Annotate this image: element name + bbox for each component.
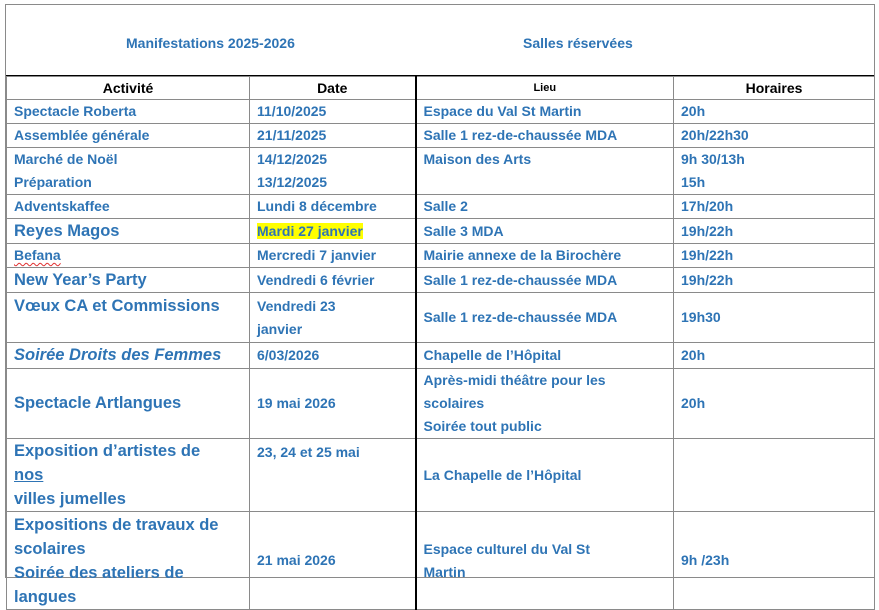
time-cell: 19h/22h	[674, 219, 875, 244]
table-row	[7, 195, 875, 219]
date-cell: Mercredi 7 janvier	[250, 244, 416, 268]
date-cell	[250, 219, 416, 244]
time-line: 9h 30/13h	[681, 151, 745, 167]
table-row	[7, 512, 875, 610]
activity-line	[14, 463, 242, 511]
activity-cell: Adventskaffee	[7, 195, 250, 219]
date-cell: 23, 24 et 25 mai	[250, 439, 416, 512]
underlined-word: nos	[14, 466, 44, 484]
date-cell: 21/11/2025	[250, 124, 416, 148]
highlighted-date: Mardi 27 janvier	[257, 222, 363, 239]
venue-cell: Salle 1 rez-de-chaussée MDA	[416, 124, 674, 148]
activity-cell	[7, 148, 250, 195]
date-cell	[250, 148, 416, 195]
venue-line: Après-midi théâtre pour les	[423, 372, 606, 388]
venue-cell: Salle 3 MDA	[416, 219, 674, 244]
activity-cell: Assemblée générale	[7, 124, 250, 148]
table-row	[7, 369, 875, 439]
time-cell	[674, 439, 875, 512]
table-row	[7, 100, 875, 124]
activity-line: Expositions de travaux de	[14, 515, 219, 534]
activity-line: Marché de Noël	[14, 151, 118, 167]
activity-line: Soirée des ateliers de	[14, 563, 184, 582]
activity-line: scolaires	[14, 539, 86, 558]
date-line: 14/12/2025	[257, 151, 328, 167]
events-title: Manifestations 2025-2026	[126, 35, 295, 51]
date-cell: 6/03/2026	[250, 343, 416, 369]
activity-line: langues	[14, 587, 77, 606]
table-row	[7, 439, 875, 512]
table-row	[7, 343, 875, 369]
venue-cell: Mairie annexe de la Birochère	[416, 244, 674, 268]
time-cell: 20h	[674, 369, 875, 439]
date-line: 13/12/2025	[257, 174, 328, 190]
activity-line: Exposition d’artistes de	[14, 442, 201, 460]
venue-cell	[416, 512, 674, 610]
venue-cell: La Chapelle de l’Hôpital	[416, 439, 674, 512]
time-cell: 9h /23h	[674, 512, 875, 610]
time-cell	[674, 148, 875, 195]
time-cell: 20h	[674, 343, 875, 369]
table-header-row	[7, 77, 875, 100]
activity-cell	[7, 439, 250, 512]
column-header-horaires: Horaires	[674, 77, 875, 100]
venue-line: Martin	[423, 563, 466, 580]
venue-cell	[416, 369, 674, 439]
activity-line: Préparation	[14, 174, 92, 190]
time-cell: 20h	[674, 100, 875, 124]
venue-line: Espace culturel du Val St	[423, 540, 591, 557]
venue-cell: Maison des Arts	[416, 148, 674, 195]
venue-cell: Salle 2	[416, 195, 674, 219]
time-cell: 19h/22h	[674, 244, 875, 268]
table-row	[7, 244, 875, 268]
column-header-activite: Activité	[7, 77, 250, 100]
table-row	[7, 219, 875, 244]
time-line: 15h	[681, 174, 706, 190]
date-cell: Lundi 8 décembre	[250, 195, 416, 219]
date-cell: Vendredi 6 février	[250, 268, 416, 293]
column-header-date: Date	[250, 77, 416, 100]
venue-cell: Espace du Val St Martin	[416, 100, 674, 124]
time-cell: 19h30	[674, 293, 875, 343]
venue-line: Soirée tout public	[423, 418, 542, 434]
activity-cell: New Year’s Party	[7, 268, 250, 293]
date-cell	[250, 293, 416, 343]
events-table	[6, 76, 875, 610]
activity-cell	[7, 244, 250, 268]
activity-cell: Vœux CA et Commissions	[7, 293, 250, 343]
activity-cell: Spectacle Artlangues	[7, 369, 250, 439]
date-cell: 19 mai 2026	[250, 369, 416, 439]
document-header	[6, 5, 874, 76]
date-cell: 11/10/2025	[250, 100, 416, 124]
time-cell: 19h/22h	[674, 268, 875, 293]
venue-cell: Salle 1 rez-de-chaussée MDA	[416, 268, 674, 293]
spellcheck-word: Befana	[14, 247, 61, 263]
table-row	[7, 124, 875, 148]
rooms-title: Salles réservées	[523, 35, 633, 51]
date-line: janvier	[257, 320, 303, 337]
venue-line: scolaires	[423, 395, 485, 411]
activity-cell: Spectacle Roberta	[7, 100, 250, 124]
events-document	[5, 4, 875, 606]
activity-line-rest: villes jumelles	[14, 490, 126, 508]
venue-cell: Salle 1 rez-de-chaussée MDA	[416, 293, 674, 343]
table-row	[7, 268, 875, 293]
table-row	[7, 293, 875, 343]
time-cell: 20h/22h30	[674, 124, 875, 148]
activity-cell: Soirée Droits des Femmes	[7, 343, 250, 369]
date-cell: 21 mai 2026	[250, 512, 416, 610]
venue-cell: Chapelle de l’Hôpital	[416, 343, 674, 369]
date-line: Vendredi 23	[257, 297, 336, 314]
column-header-lieu: Lieu	[416, 77, 674, 100]
time-cell: 17h/20h	[674, 195, 875, 219]
activity-cell: Reyes Magos	[7, 219, 250, 244]
table-row	[7, 148, 875, 195]
activity-cell	[7, 512, 250, 610]
